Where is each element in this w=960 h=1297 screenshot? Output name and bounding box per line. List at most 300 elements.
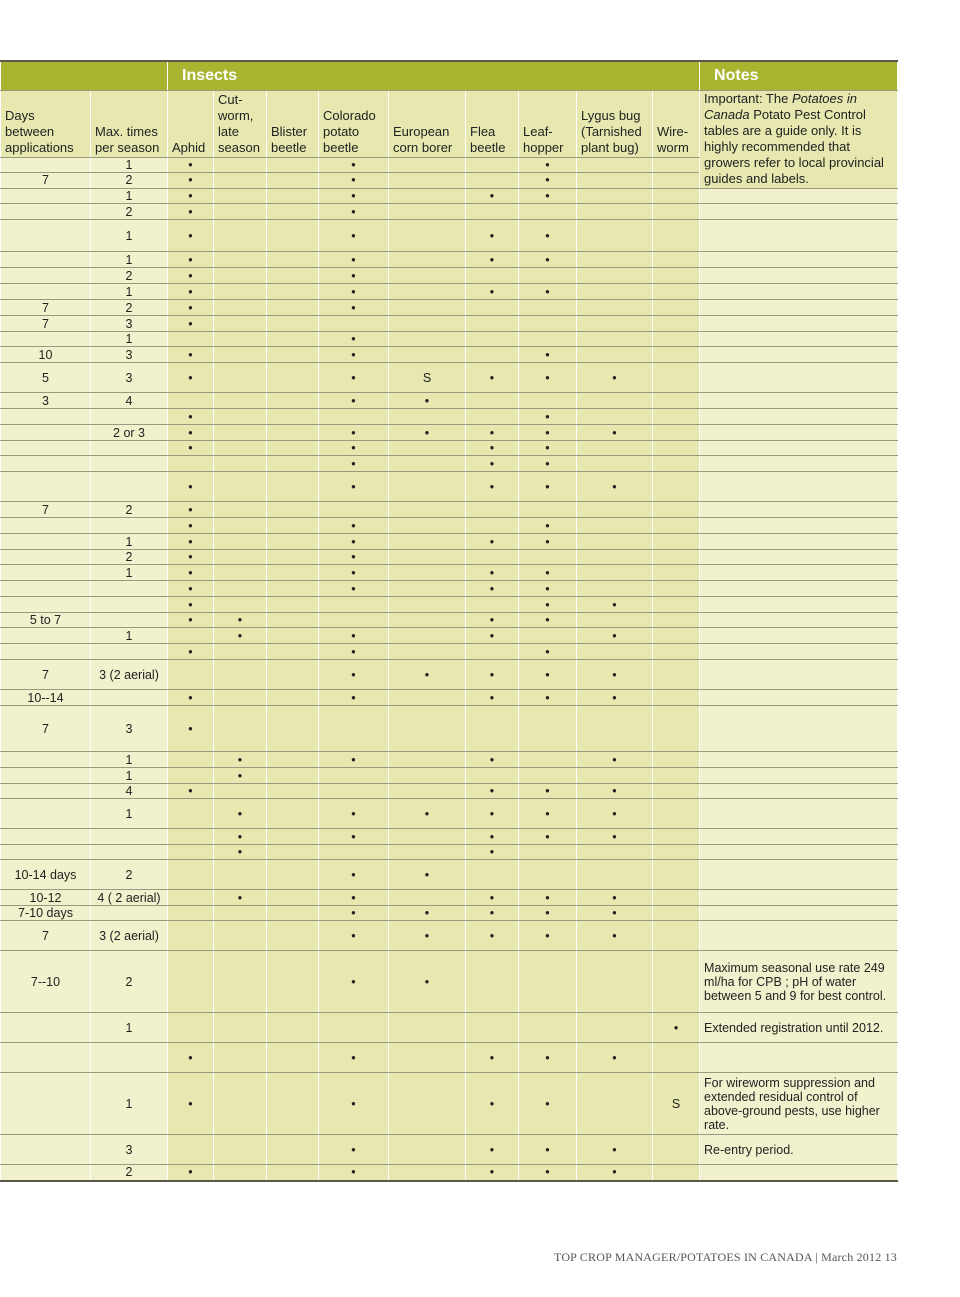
- leafhopper-mark-cell: [519, 550, 577, 565]
- lygus-bug-mark-cell: •: [577, 752, 653, 768]
- important-note-title: Potatoes in Canada: [704, 91, 857, 122]
- wireworm-mark-cell: [653, 550, 700, 565]
- lygus-bug-mark-cell: [577, 268, 653, 284]
- aphid-mark-cell: [168, 628, 214, 644]
- wireworm-mark-cell: [653, 1135, 700, 1165]
- leafhopper-mark-cell: •: [519, 472, 577, 502]
- aphid-mark-cell: [168, 845, 214, 860]
- table-row: [1, 628, 898, 644]
- aphid-mark-cell: •: [168, 502, 214, 518]
- max-times-cell: 1: [91, 799, 168, 829]
- cutworm-mark-cell: [214, 518, 267, 534]
- flea-beetle-mark-cell: [466, 300, 519, 316]
- wireworm-mark-cell: [653, 644, 700, 660]
- important-note-body: Potato Pest Control tables are a guide only. It is highly recommended that growers refer to local provincial guides and labels.: [704, 107, 884, 186]
- notes-cell: Maximum seasonal use rate 249 ml/ha for CPB ; pH of water between 5 and 9 for best control.: [700, 951, 898, 1013]
- flea-beetle-mark-cell: [466, 860, 519, 890]
- cutworm-mark-cell: [214, 1043, 267, 1073]
- cutworm-mark-cell: [214, 921, 267, 951]
- colorado-potato-beetle-mark-cell: •: [319, 157, 389, 172]
- european-corn-borer-mark-cell: •: [389, 425, 466, 441]
- colorado-potato-beetle-mark-cell: •: [319, 1043, 389, 1073]
- blister-beetle-mark-cell: [267, 690, 319, 706]
- header-blank-cell: [1, 61, 168, 91]
- flea-beetle-mark-cell: •: [466, 628, 519, 644]
- max-times-cell: 4 ( 2 aerial): [91, 890, 168, 906]
- lygus-bug-mark-cell: •: [577, 597, 653, 613]
- table-row: [1, 300, 898, 316]
- colorado-potato-beetle-mark-cell: •: [319, 393, 389, 409]
- table-row: [1, 706, 898, 752]
- leafhopper-mark-cell: [519, 316, 577, 332]
- european-corn-borer-mark-cell: [389, 1135, 466, 1165]
- days-between-cell: [1, 1165, 91, 1181]
- days-between-cell: [1, 157, 91, 172]
- notes-cell: [700, 890, 898, 906]
- table-row: [1, 441, 898, 456]
- blister-beetle-mark-cell: [267, 784, 319, 799]
- max-times-cell: 2: [91, 502, 168, 518]
- days-between-cell: 7: [1, 921, 91, 951]
- colorado-potato-beetle-mark-cell: •: [319, 252, 389, 268]
- colorado-potato-beetle-mark-cell: •: [319, 300, 389, 316]
- notes-cell: [700, 332, 898, 347]
- blister-beetle-mark-cell: [267, 550, 319, 565]
- days-between-cell: [1, 409, 91, 425]
- european-corn-borer-mark-cell: [389, 1165, 466, 1181]
- cutworm-mark-cell: [214, 189, 267, 204]
- wireworm-mark-cell: [653, 628, 700, 644]
- max-times-cell: 1: [91, 565, 168, 581]
- leafhopper-mark-cell: [519, 768, 577, 784]
- european-corn-borer-mark-cell: [389, 581, 466, 597]
- cutworm-mark-cell: [214, 860, 267, 890]
- flea-beetle-mark-cell: •: [466, 1043, 519, 1073]
- blister-beetle-mark-cell: [267, 829, 319, 845]
- table-row: [1, 644, 898, 660]
- notes-cell: [700, 799, 898, 829]
- notes-cell: [700, 300, 898, 316]
- max-times-cell: 1: [91, 752, 168, 768]
- flea-beetle-mark-cell: •: [466, 581, 519, 597]
- colorado-potato-beetle-mark-cell: •: [319, 284, 389, 300]
- leafhopper-mark-cell: •: [519, 784, 577, 799]
- colorado-potato-beetle-mark-cell: •: [319, 1165, 389, 1181]
- colorado-potato-beetle-mark-cell: •: [319, 752, 389, 768]
- flea-beetle-mark-cell: [466, 393, 519, 409]
- table-row: [1, 951, 898, 1013]
- col-header-wireworm: Wire- worm: [653, 91, 700, 158]
- max-times-cell: [91, 845, 168, 860]
- blister-beetle-mark-cell: [267, 157, 319, 172]
- leafhopper-mark-cell: •: [519, 644, 577, 660]
- days-between-cell: 5 to 7: [1, 613, 91, 628]
- table-row: [1, 597, 898, 613]
- aphid-mark-cell: •: [168, 204, 214, 220]
- european-corn-borer-mark-cell: [389, 1043, 466, 1073]
- aphid-mark-cell: [168, 860, 214, 890]
- lygus-bug-mark-cell: [577, 441, 653, 456]
- aphid-mark-cell: [168, 921, 214, 951]
- flea-beetle-mark-cell: •: [466, 921, 519, 951]
- leafhopper-mark-cell: [519, 300, 577, 316]
- cutworm-mark-cell: •: [214, 829, 267, 845]
- leafhopper-mark-cell: •: [519, 906, 577, 921]
- table-row: [1, 393, 898, 409]
- colorado-potato-beetle-mark-cell: •: [319, 189, 389, 204]
- flea-beetle-mark-cell: •: [466, 613, 519, 628]
- max-times-cell: 1: [91, 768, 168, 784]
- aphid-mark-cell: •: [168, 784, 214, 799]
- wireworm-mark-cell: [653, 472, 700, 502]
- lygus-bug-mark-cell: [577, 644, 653, 660]
- blister-beetle-mark-cell: [267, 660, 319, 690]
- colorado-potato-beetle-mark-cell: [319, 613, 389, 628]
- leafhopper-mark-cell: •: [519, 252, 577, 268]
- cutworm-mark-cell: [214, 1135, 267, 1165]
- days-between-cell: [1, 204, 91, 220]
- col-header-leafhopper: Leaf- hopper: [519, 91, 577, 158]
- max-times-cell: [91, 409, 168, 425]
- max-times-cell: [91, 829, 168, 845]
- max-times-cell: 3 (2 aerial): [91, 660, 168, 690]
- european-corn-borer-mark-cell: [389, 172, 466, 188]
- days-between-cell: [1, 472, 91, 502]
- leafhopper-mark-cell: •: [519, 425, 577, 441]
- leafhopper-mark-cell: •: [519, 829, 577, 845]
- lygus-bug-mark-cell: [577, 706, 653, 752]
- wireworm-mark-cell: [653, 425, 700, 441]
- lygus-bug-mark-cell: [577, 1073, 653, 1135]
- table-row: [1, 284, 898, 300]
- flea-beetle-mark-cell: [466, 597, 519, 613]
- blister-beetle-mark-cell: [267, 534, 319, 550]
- max-times-cell: 1: [91, 284, 168, 300]
- leafhopper-mark-cell: •: [519, 799, 577, 829]
- wireworm-mark-cell: [653, 829, 700, 845]
- table-row: [1, 534, 898, 550]
- colorado-potato-beetle-mark-cell: [319, 502, 389, 518]
- notes-cell: [700, 752, 898, 768]
- european-corn-borer-mark-cell: [389, 613, 466, 628]
- max-times-cell: [91, 441, 168, 456]
- days-between-cell: 10-14 days: [1, 860, 91, 890]
- european-corn-borer-mark-cell: [389, 890, 466, 906]
- blister-beetle-mark-cell: [267, 768, 319, 784]
- blister-beetle-mark-cell: [267, 363, 319, 393]
- table-row: [1, 204, 898, 220]
- days-between-cell: [1, 332, 91, 347]
- blister-beetle-mark-cell: [267, 441, 319, 456]
- blister-beetle-mark-cell: [267, 220, 319, 252]
- max-times-cell: [91, 613, 168, 628]
- max-times-cell: 2: [91, 300, 168, 316]
- max-times-cell: 1: [91, 189, 168, 204]
- lygus-bug-mark-cell: [577, 172, 653, 188]
- flea-beetle-mark-cell: •: [466, 845, 519, 860]
- flea-beetle-mark-cell: [466, 268, 519, 284]
- leafhopper-mark-cell: •: [519, 220, 577, 252]
- aphid-mark-cell: •: [168, 581, 214, 597]
- colorado-potato-beetle-mark-cell: •: [319, 172, 389, 188]
- table-row: [1, 316, 898, 332]
- european-corn-borer-mark-cell: [389, 845, 466, 860]
- blister-beetle-mark-cell: [267, 860, 319, 890]
- lygus-bug-mark-cell: •: [577, 690, 653, 706]
- cutworm-mark-cell: [214, 534, 267, 550]
- notes-cell: [700, 581, 898, 597]
- col-header-lygus-bug: Lygus bug (Tarnished plant bug): [577, 91, 653, 158]
- wireworm-mark-cell: [653, 565, 700, 581]
- european-corn-borer-mark-cell: [389, 220, 466, 252]
- days-between-cell: [1, 1043, 91, 1073]
- aphid-mark-cell: •: [168, 1043, 214, 1073]
- flea-beetle-mark-cell: [466, 347, 519, 363]
- blister-beetle-mark-cell: [267, 706, 319, 752]
- leafhopper-mark-cell: [519, 393, 577, 409]
- cutworm-mark-cell: [214, 456, 267, 472]
- colorado-potato-beetle-mark-cell: •: [319, 690, 389, 706]
- max-times-cell: [91, 644, 168, 660]
- wireworm-mark-cell: [653, 300, 700, 316]
- leafhopper-mark-cell: •: [519, 1135, 577, 1165]
- colorado-potato-beetle-mark-cell: [319, 706, 389, 752]
- aphid-mark-cell: •: [168, 220, 214, 252]
- table-row: [1, 565, 898, 581]
- notes-cell: [700, 1165, 898, 1181]
- colorado-potato-beetle-mark-cell: •: [319, 565, 389, 581]
- max-times-cell: 3 (2 aerial): [91, 921, 168, 951]
- table-row: [1, 1135, 898, 1165]
- cutworm-mark-cell: [214, 425, 267, 441]
- lygus-bug-mark-cell: [577, 860, 653, 890]
- days-between-cell: [1, 829, 91, 845]
- european-corn-borer-mark-cell: [389, 189, 466, 204]
- days-between-cell: 7: [1, 172, 91, 188]
- days-between-cell: [1, 581, 91, 597]
- european-corn-borer-mark-cell: [389, 752, 466, 768]
- european-corn-borer-mark-cell: [389, 300, 466, 316]
- flea-beetle-mark-cell: •: [466, 906, 519, 921]
- table-row: [1, 1073, 898, 1135]
- max-times-cell: 1: [91, 220, 168, 252]
- flea-beetle-mark-cell: •: [466, 829, 519, 845]
- european-corn-borer-mark-cell: [389, 644, 466, 660]
- blister-beetle-mark-cell: [267, 1073, 319, 1135]
- flea-beetle-mark-cell: •: [466, 565, 519, 581]
- blister-beetle-mark-cell: [267, 316, 319, 332]
- cutworm-mark-cell: [214, 172, 267, 188]
- days-between-cell: [1, 644, 91, 660]
- colorado-potato-beetle-mark-cell: •: [319, 425, 389, 441]
- leafhopper-mark-cell: [519, 628, 577, 644]
- days-between-cell: 7: [1, 502, 91, 518]
- european-corn-borer-mark-cell: [389, 502, 466, 518]
- colorado-potato-beetle-mark-cell: •: [319, 441, 389, 456]
- leafhopper-mark-cell: [519, 951, 577, 1013]
- flea-beetle-mark-cell: [466, 157, 519, 172]
- notes-cell: [700, 393, 898, 409]
- european-corn-borer-mark-cell: •: [389, 906, 466, 921]
- lygus-bug-mark-cell: [577, 534, 653, 550]
- wireworm-mark-cell: [653, 518, 700, 534]
- flea-beetle-mark-cell: •: [466, 425, 519, 441]
- european-corn-borer-mark-cell: [389, 784, 466, 799]
- aphid-mark-cell: [168, 660, 214, 690]
- leafhopper-mark-cell: [519, 845, 577, 860]
- colorado-potato-beetle-mark-cell: •: [319, 456, 389, 472]
- leafhopper-mark-cell: •: [519, 921, 577, 951]
- leafhopper-mark-cell: •: [519, 613, 577, 628]
- max-times-cell: [91, 597, 168, 613]
- lygus-bug-mark-cell: [577, 1013, 653, 1043]
- table-row: [1, 906, 898, 921]
- table-row: [1, 268, 898, 284]
- col-header-european-corn-borer: European corn borer: [389, 91, 466, 158]
- aphid-mark-cell: •: [168, 690, 214, 706]
- colorado-potato-beetle-mark-cell: •: [319, 347, 389, 363]
- days-between-cell: [1, 220, 91, 252]
- wireworm-mark-cell: [653, 752, 700, 768]
- european-corn-borer-mark-cell: [389, 534, 466, 550]
- wireworm-mark-cell: [653, 921, 700, 951]
- aphid-mark-cell: •: [168, 706, 214, 752]
- colorado-potato-beetle-mark-cell: •: [319, 660, 389, 690]
- lygus-bug-mark-cell: [577, 456, 653, 472]
- flea-beetle-mark-cell: •: [466, 472, 519, 502]
- european-corn-borer-mark-cell: [389, 157, 466, 172]
- table-row: [1, 829, 898, 845]
- colorado-potato-beetle-mark-cell: •: [319, 644, 389, 660]
- days-between-cell: [1, 456, 91, 472]
- wireworm-mark-cell: [653, 660, 700, 690]
- cutworm-mark-cell: [214, 284, 267, 300]
- col-header-aphid: Aphid: [168, 91, 214, 158]
- notes-cell: [700, 189, 898, 204]
- days-between-cell: 7: [1, 300, 91, 316]
- colorado-potato-beetle-mark-cell: •: [319, 268, 389, 284]
- wireworm-mark-cell: [653, 1043, 700, 1073]
- table-row: [1, 784, 898, 799]
- flea-beetle-mark-cell: •: [466, 189, 519, 204]
- european-corn-borer-mark-cell: [389, 441, 466, 456]
- lygus-bug-mark-cell: •: [577, 363, 653, 393]
- leafhopper-mark-cell: •: [519, 1073, 577, 1135]
- cutworm-mark-cell: [214, 204, 267, 220]
- table-row: [1, 581, 898, 597]
- cutworm-mark-cell: [214, 252, 267, 268]
- wireworm-mark-cell: [653, 784, 700, 799]
- leafhopper-mark-cell: •: [519, 690, 577, 706]
- cutworm-mark-cell: [214, 472, 267, 502]
- notes-cell: [700, 456, 898, 472]
- blister-beetle-mark-cell: [267, 189, 319, 204]
- blister-beetle-mark-cell: [267, 332, 319, 347]
- table-row: [1, 472, 898, 502]
- wireworm-mark-cell: [653, 1165, 700, 1181]
- colorado-potato-beetle-mark-cell: [319, 845, 389, 860]
- european-corn-borer-mark-cell: [389, 284, 466, 300]
- lygus-bug-mark-cell: [577, 502, 653, 518]
- wireworm-mark-cell: [653, 768, 700, 784]
- european-corn-borer-mark-cell: [389, 204, 466, 220]
- max-times-cell: 3: [91, 347, 168, 363]
- days-between-cell: 7: [1, 660, 91, 690]
- flea-beetle-mark-cell: •: [466, 1135, 519, 1165]
- colorado-potato-beetle-mark-cell: •: [319, 1073, 389, 1135]
- table-body: [1, 61, 898, 1181]
- blister-beetle-mark-cell: [267, 921, 319, 951]
- cutworm-mark-cell: [214, 1165, 267, 1181]
- col-header-blister-beetle: Blister beetle: [267, 91, 319, 158]
- max-times-cell: 1: [91, 1073, 168, 1135]
- wireworm-mark-cell: •: [653, 1013, 700, 1043]
- lygus-bug-mark-cell: •: [577, 829, 653, 845]
- days-between-cell: [1, 565, 91, 581]
- european-corn-borer-mark-cell: [389, 1013, 466, 1043]
- cutworm-mark-cell: [214, 597, 267, 613]
- european-corn-borer-mark-cell: [389, 565, 466, 581]
- wireworm-mark-cell: [653, 906, 700, 921]
- table-row: [1, 409, 898, 425]
- cutworm-mark-cell: [214, 441, 267, 456]
- notes-cell: For wireworm suppression and extended residual control of above-ground pests, use higher rate.: [700, 1073, 898, 1135]
- blister-beetle-mark-cell: [267, 284, 319, 300]
- max-times-cell: 2: [91, 550, 168, 565]
- lygus-bug-mark-cell: •: [577, 921, 653, 951]
- european-corn-borer-mark-cell: [389, 268, 466, 284]
- flea-beetle-mark-cell: •: [466, 1165, 519, 1181]
- aphid-mark-cell: •: [168, 347, 214, 363]
- cutworm-mark-cell: [214, 550, 267, 565]
- leafhopper-mark-cell: [519, 502, 577, 518]
- blister-beetle-mark-cell: [267, 752, 319, 768]
- european-corn-borer-mark-cell: •: [389, 860, 466, 890]
- wireworm-mark-cell: [653, 690, 700, 706]
- cutworm-mark-cell: [214, 268, 267, 284]
- days-between-cell: 7-10 days: [1, 906, 91, 921]
- colorado-potato-beetle-mark-cell: •: [319, 799, 389, 829]
- table-row: [1, 189, 898, 204]
- blister-beetle-mark-cell: [267, 565, 319, 581]
- lygus-bug-mark-cell: [577, 409, 653, 425]
- table-row: [1, 1165, 898, 1181]
- lygus-bug-mark-cell: [577, 300, 653, 316]
- max-times-cell: 3: [91, 1135, 168, 1165]
- days-between-cell: 10--14: [1, 690, 91, 706]
- leafhopper-mark-cell: [519, 1013, 577, 1043]
- max-times-cell: 2: [91, 172, 168, 188]
- blister-beetle-mark-cell: [267, 1165, 319, 1181]
- lygus-bug-mark-cell: [577, 613, 653, 628]
- flea-beetle-mark-cell: [466, 644, 519, 660]
- cutworm-mark-cell: [214, 706, 267, 752]
- lygus-bug-mark-cell: [577, 845, 653, 860]
- notes-cell: [700, 425, 898, 441]
- colorado-potato-beetle-mark-cell: [319, 409, 389, 425]
- lygus-bug-mark-cell: [577, 518, 653, 534]
- cutworm-mark-cell: [214, 581, 267, 597]
- colorado-potato-beetle-mark-cell: •: [319, 581, 389, 597]
- blister-beetle-mark-cell: [267, 268, 319, 284]
- flea-beetle-mark-cell: •: [466, 784, 519, 799]
- wireworm-mark-cell: [653, 502, 700, 518]
- blister-beetle-mark-cell: [267, 518, 319, 534]
- blister-beetle-mark-cell: [267, 502, 319, 518]
- days-between-cell: [1, 268, 91, 284]
- table-row: [1, 752, 898, 768]
- cutworm-mark-cell: •: [214, 845, 267, 860]
